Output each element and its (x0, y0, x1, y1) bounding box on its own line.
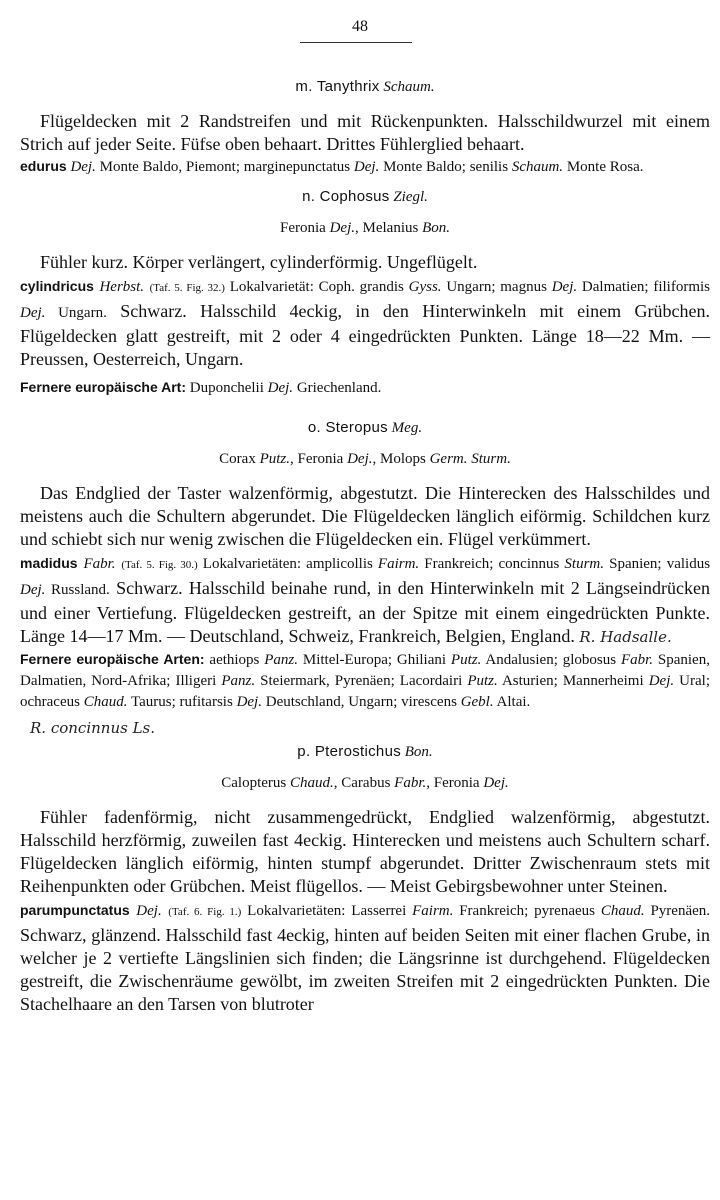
species-name: cylindricus (20, 278, 94, 294)
text: Griechenland. (293, 380, 382, 396)
section-heading-n (20, 188, 710, 206)
author: Bon. (422, 220, 450, 236)
author: Dej. (267, 380, 294, 396)
genus-description: Flügeldecken mit 2 Randstreifen und mit Rückenpunkten. Halsschildwurzel mit einem Strich auf jeder Seite. Füfse oben behaart. Drittes Fühlerglied behaart. (20, 111, 710, 154)
handwritten-note: R. concinnus Ls. (30, 719, 155, 737)
text: Andalusien; globosus (481, 652, 621, 668)
species-author: Fabr. (83, 556, 116, 572)
author: Dej. (353, 159, 380, 175)
genus-author: Ziegl. (393, 189, 428, 205)
author: Dej. (648, 673, 675, 689)
synonyms (20, 220, 710, 237)
author: Dej. (347, 451, 373, 467)
author: Fabr. (394, 775, 427, 791)
species-description: Schwarz. Halsschild 4eckig, in den Hinterwinkeln mit einem Grübchen. Flügeldecken glatt gestreift, mit 2 oder 4 eingedrückten Punkten. Länge 18—22 Mm. — Preussen, Oesterreich, Ungarn. (20, 301, 710, 369)
species-entry (20, 551, 710, 649)
figure-reference: (Taf. 5. Fig. 30.) (121, 559, 198, 571)
synonyms (20, 775, 710, 792)
author: Schaum. (511, 159, 564, 175)
text: Frankreich; pyrenaeus (453, 903, 601, 919)
author: Dej. (551, 279, 578, 295)
figure-reference: (Taf. 5. Fig. 32.) (149, 282, 225, 294)
author: Panz. (264, 652, 299, 668)
genus-description: Das Endglied der Taster walzenförmig, abgestutzt. Die Hinterecken des Halsschildes und meistens auch die Schultern abgerundet. Die Flügeldecken länglich eiförmig. Schildchen kurz und schiebt sich nur wenig zwischen die Flügeldecken ein. Flügel verkümmert. (20, 483, 710, 549)
figure-reference: (Taf. 6. Fig. 1.) (168, 906, 242, 918)
further-species (20, 377, 710, 399)
species-author: Dej. (136, 903, 162, 919)
author: Sturm. (564, 556, 605, 572)
section-heading-p (20, 743, 710, 761)
text: Dalmatien; filiformis (577, 279, 711, 295)
text: Asturien; Mannerheimi (497, 673, 649, 689)
author: Dej. (483, 775, 509, 791)
further-species-label: Fernere europäische Arten: (20, 651, 205, 667)
genus-description: Fühler fadenförmig, nicht zusammengedrückt, Endglied walzenförmig, abgestutzt. Halsschild herzförmig, zuweilen fast 4eckig. Hinterecken und meistens auch Schultern scharf. Flügeldecken länglich eiförmig, hinten stumpf abgerundet. Dritter Zwischenraum stets mit Reihenpunkten oder Grübchen. Meist flügellos. — Meist Gebirgsbewohner unter Steinen. (20, 807, 710, 896)
species-description: Schwarz, glänzend. Halsschild fast 4eckig, hinten auf beiden Seiten mit einer flachen Grube, in welcher je 2 vertiefte Längslinien sich finden; die Längsrinne ist durchgehend. Flügeldecken gestreift, die Zwischenräume gewölbt, im zweiten Streifen mit 2 eingedrückten Punkten. Die Stachelhaare an den Tarsen von blutroter (20, 925, 710, 1014)
genus-description: Fühler kurz. Körper verlängert, cylinderförmig. Ungeflügelt. (40, 252, 478, 272)
text: Monte Baldo; senilis (379, 159, 512, 175)
author: Chaud. (83, 694, 128, 710)
text: Taurus; rufitarsis (127, 694, 237, 710)
author: Putz. (450, 652, 482, 668)
text: Lokalvarietäten: Lasserrei (241, 903, 413, 919)
section-heading-m (20, 78, 710, 96)
text: Feronia (280, 220, 330, 236)
text: Russland. (45, 582, 110, 598)
genus-author: Bon. (404, 744, 433, 760)
text: Steiermark, Pyrenäen; Lacordairi (255, 673, 468, 689)
author: Dej. (236, 694, 262, 710)
text: , Molops (372, 451, 430, 467)
text: Calopterus (221, 775, 290, 791)
text: Pyrenäen. (644, 903, 711, 919)
text: Frankreich; concinnus (419, 556, 565, 572)
genus-name: m. Tanythrix (295, 78, 380, 95)
text: Deutschland, Ungarn; virescens (261, 694, 461, 710)
further-species-label: Fernere europäische Art: (20, 379, 186, 395)
species-author: Herbst. (99, 279, 145, 295)
author: Putz. (259, 451, 290, 467)
text: Lokalvarietät: Coph. grandis (224, 279, 409, 295)
author: Gebl. (460, 694, 494, 710)
synonyms (20, 451, 710, 468)
author: Fabr. (620, 652, 654, 668)
text: , Feronia (426, 775, 484, 791)
page-number-rule (300, 42, 412, 43)
author: Putz. (467, 673, 498, 689)
species-entry (20, 156, 710, 178)
text: Corax (219, 451, 260, 467)
text: Duponchelii (185, 380, 268, 396)
genus-name: p. Pterostichus (297, 743, 402, 760)
text: aethiops (204, 652, 265, 668)
text: Ungarn; magnus (441, 279, 552, 295)
author: Dej. (20, 305, 46, 321)
text: Mittel-Europa; Ghiliani (298, 652, 451, 668)
species-name: madidus (20, 555, 78, 571)
author: Panz. (221, 673, 256, 689)
text: Spanien; validus (604, 556, 711, 572)
species-entry (20, 898, 710, 1016)
further-species (20, 649, 710, 713)
author: Germ. Sturm. (429, 451, 511, 467)
page-content (20, 78, 710, 1016)
genus-name: n. Cophosus (302, 188, 390, 205)
text: , Melanius (355, 220, 423, 236)
text: , Carabus (333, 775, 395, 791)
genus-name: o. Steropus (307, 419, 388, 436)
species-name: parumpunctatus (20, 902, 130, 918)
genus-author: Schaum. (383, 79, 435, 95)
text: Altai. (493, 694, 531, 710)
handwritten-note: R. Hadsalle. (579, 628, 672, 646)
text: Spanien, Dalmatien, Nord-Afrika; Illigeri (20, 652, 710, 689)
author: Dej. (329, 220, 355, 236)
author: Fairm. (412, 903, 454, 919)
text: Lokalvarietäten: amplicollis (197, 556, 378, 572)
author: Chaud. (289, 775, 334, 791)
genus-author: Meg. (391, 420, 423, 436)
author: Gyss. (408, 279, 442, 295)
text: Monte Baldo, Piemont; marginepunctatus (95, 159, 354, 175)
author: Dej. (70, 159, 96, 175)
species-name: edurus (20, 158, 67, 174)
text: Ungarn. (45, 305, 107, 321)
species-description: Schwarz. Halsschild beinahe rund, in den Hinterwinkeln mit 2 Längseindrücken und einer Vertiefung. Flügeldecken gestreift, an der Spitze mit einem eingedrückten Punkte. Länge 14—17 Mm. — Deutschland, Schweiz, Frankreich, Belgien, England. (20, 578, 710, 646)
text: Monte Rosa. (563, 159, 644, 175)
page-number: 48 (352, 18, 368, 35)
text: Ural; ochraceus (20, 673, 710, 710)
author: Dej. (20, 582, 46, 598)
text: , Feronia (290, 451, 348, 467)
author: Fairm. (377, 556, 420, 572)
species-entry (20, 274, 710, 371)
section-heading-o (20, 419, 710, 437)
author: Chaud. (600, 903, 645, 919)
